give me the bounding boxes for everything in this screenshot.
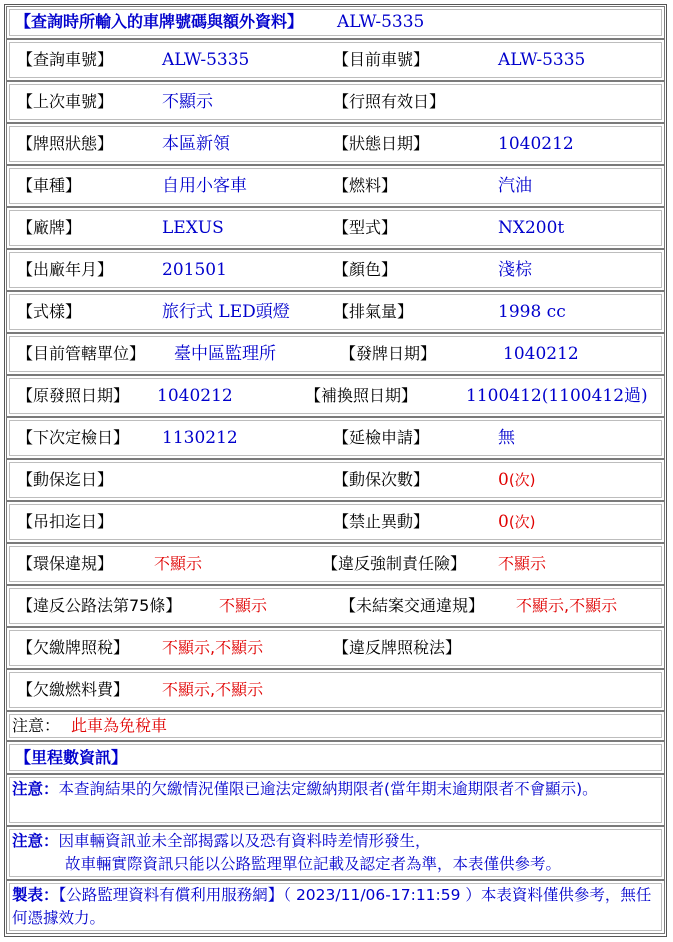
label-status-date: 【狀態日期】 xyxy=(333,134,430,153)
note-arrears-text: 注意：本查詢結果的欠繳情況僅限已逾法定繳納期限者(當年期末逾期限者不會顯示)。 xyxy=(12,780,598,798)
label-fuel: 【燃料】 xyxy=(333,176,398,195)
query-header-row xyxy=(6,6,665,39)
value-transfer-ban: 0(次) xyxy=(498,512,536,532)
label-displacement: 【排氣量】 xyxy=(333,302,414,321)
row-plate-status xyxy=(6,123,665,165)
label-original-license-date: 【原發照日期】 xyxy=(17,386,130,405)
row-tax-exempt-remark xyxy=(6,711,665,741)
label-license-tax-violation: 【違反牌照稅法】 xyxy=(333,638,462,657)
value-vehicle-type: 自用小客車 xyxy=(162,176,247,196)
value-color: 淺棕 xyxy=(498,260,532,280)
value-license-renew-date: 1100412(1100412過) xyxy=(466,386,648,406)
row-original-license-date xyxy=(6,375,665,417)
value-highway-act-violation: 不顯示 xyxy=(219,596,268,615)
value-lien-count: 0(次) xyxy=(498,470,536,490)
row-manufacture-date xyxy=(6,249,665,291)
label-unpaid-fuel-fee: 【欠繳燃料費】 xyxy=(17,680,130,699)
query-header-plate: ALW-5335 xyxy=(337,12,425,32)
value-brand: LEXUS xyxy=(162,218,224,238)
value-unpaid-license-tax: 不顯示,不顯示 xyxy=(162,638,264,657)
value-plate-issue-date: 1040212 xyxy=(503,344,579,364)
row-query-plate xyxy=(6,39,665,81)
row-lien-end-date xyxy=(6,459,665,501)
label-license-renew-date: 【補換照日期】 xyxy=(305,386,418,405)
row-mileage-header xyxy=(6,741,665,774)
label-color: 【顏色】 xyxy=(333,260,398,279)
row-jurisdiction xyxy=(6,333,665,375)
row-previous-plate xyxy=(6,81,665,123)
label-brand: 【廠牌】 xyxy=(17,218,82,237)
label-inspection-extension: 【延檢申請】 xyxy=(333,428,430,447)
row-suspension-end-date xyxy=(6,501,665,543)
note-source-text: 製表：【公路監理資料有償利用服務網】（ 2023/11/06-17:11:59 ）本表資料僅供參考，無任何憑據效力。 xyxy=(12,886,652,927)
row-unpaid-fuel-fee xyxy=(6,669,665,711)
note-data-disclaimer xyxy=(6,826,665,880)
row-unpaid-license-tax xyxy=(6,627,665,669)
label-pending-traffic-violation: 【未結案交通違規】 xyxy=(340,596,485,615)
query-header-label: 【查詢時所輸入的車牌號碼與額外資料】 xyxy=(15,12,304,31)
row-next-inspection xyxy=(6,417,665,459)
value-unpaid-fuel-fee: 不顯示,不顯示 xyxy=(162,680,264,699)
value-fuel: 汽油 xyxy=(498,176,532,196)
value-query-plate: ALW-5335 xyxy=(162,50,250,70)
label-vehicle-type: 【車種】 xyxy=(17,176,82,195)
label-manufacture-date: 【出廠年月】 xyxy=(17,260,114,279)
mileage-title: 【里程數資訊】 xyxy=(15,748,128,767)
value-jurisdiction: 臺中區監理所 xyxy=(174,344,276,364)
note-disclaimer-text: 注意：因車輛資訊並未全部揭露以及恐有資料時差情形發生， 故車輛實際資訊只能以公路監理單位記載及認定者為準，本表僅供參考。 xyxy=(12,832,562,873)
label-suspension-end-date: 【吊扣迄日】 xyxy=(17,512,114,531)
value-plate-status: 本區新領 xyxy=(162,134,230,154)
label-transfer-ban: 【禁止異動】 xyxy=(333,512,430,531)
label-body-style: 【式樣】 xyxy=(17,302,82,321)
note-report-source xyxy=(6,880,665,934)
label-highway-act-violation: 【違反公路法第75條】 xyxy=(17,596,182,615)
value-model: NX200t xyxy=(498,218,565,238)
value-displacement: 1998 cc xyxy=(498,302,566,322)
remark-label: 注意： xyxy=(12,716,61,735)
row-brand xyxy=(6,207,665,249)
note-arrears-label: 注意： xyxy=(12,780,59,798)
row-vehicle-type xyxy=(6,165,665,207)
value-manufacture-date: 201501 xyxy=(162,260,227,280)
value-pending-traffic-violation: 不顯示,不顯示 xyxy=(516,596,618,615)
row-environmental-violation xyxy=(6,543,665,585)
value-inspection-extension: 無 xyxy=(498,428,515,448)
value-status-date: 1040212 xyxy=(498,134,574,154)
label-compulsory-insurance: 【違反強制責任險】 xyxy=(322,554,467,573)
label-next-inspection: 【下次定檢日】 xyxy=(17,428,130,447)
label-query-plate: 【查詢車號】 xyxy=(17,50,114,69)
label-license-valid-date: 【行照有效日】 xyxy=(333,92,446,111)
value-compulsory-insurance: 不顯示 xyxy=(498,554,547,573)
label-jurisdiction: 【目前管轄單位】 xyxy=(17,344,146,363)
label-environmental-violation: 【環保違規】 xyxy=(17,554,114,573)
value-current-plate: ALW-5335 xyxy=(498,50,586,70)
value-environmental-violation: 不顯示 xyxy=(154,554,203,573)
value-body-style: 旅行式 LED頭燈 xyxy=(162,302,290,322)
label-plate-status: 【牌照狀態】 xyxy=(17,134,114,153)
note-source-label: 製表： xyxy=(12,886,59,904)
label-lien-end-date: 【動保迄日】 xyxy=(17,470,114,489)
label-plate-issue-date: 【發牌日期】 xyxy=(340,344,437,363)
label-current-plate: 【目前車號】 xyxy=(333,50,430,69)
label-unpaid-license-tax: 【欠繳牌照稅】 xyxy=(17,638,130,657)
label-lien-count: 【動保次數】 xyxy=(333,470,430,489)
value-previous-plate: 不顯示 xyxy=(162,92,213,112)
row-highway-act-violation xyxy=(6,585,665,627)
row-body-style xyxy=(6,291,665,333)
note-arrears-scope xyxy=(6,774,665,826)
remark-text: 此車為免稅車 xyxy=(71,716,168,735)
label-model: 【型式】 xyxy=(333,218,398,237)
value-next-inspection: 1130212 xyxy=(162,428,238,448)
note-disclaimer-label: 注意： xyxy=(12,832,59,850)
value-original-license-date: 1040212 xyxy=(157,386,233,406)
label-previous-plate: 【上次車號】 xyxy=(17,92,114,111)
